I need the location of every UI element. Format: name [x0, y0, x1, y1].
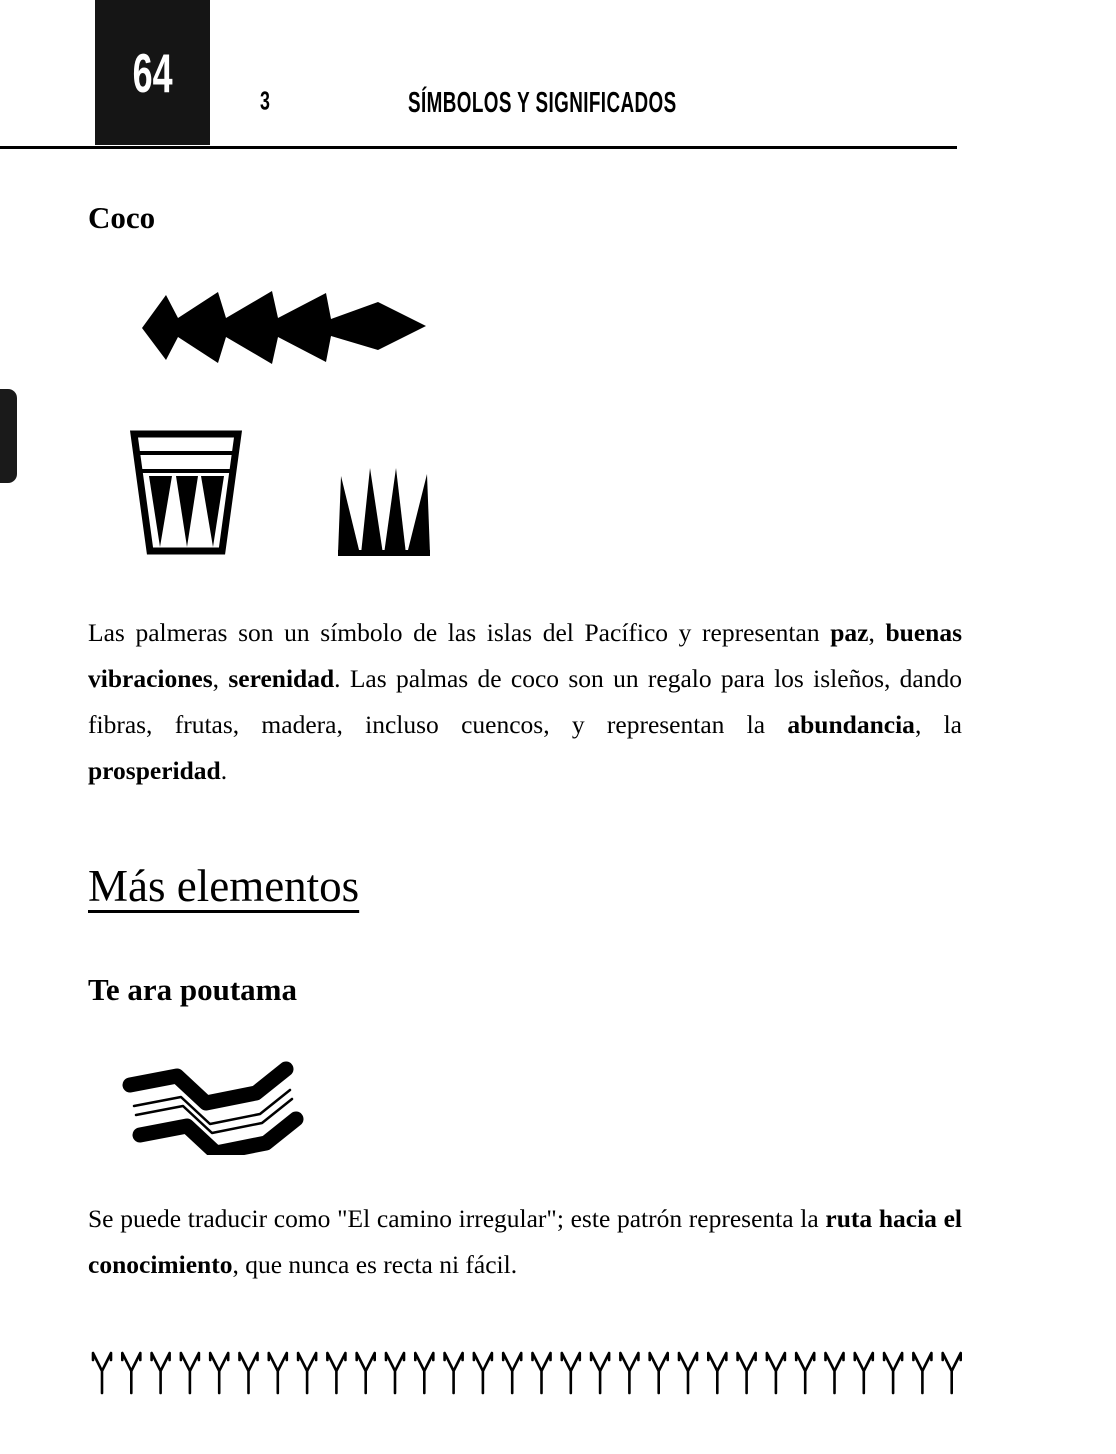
text-segment: .: [220, 756, 228, 785]
chapter-number: 3: [260, 87, 270, 116]
text-segment: . Las palmas de coco son un regalo para los isleños, dando fibras, frutas, madera, incluso cuencos, y representan la: [88, 664, 962, 739]
keyword-serenidad: serenidad: [228, 664, 335, 693]
text-segment: , que nunca es recta ni fácil.: [232, 1250, 518, 1279]
te-ara-poutama-paragraph: [88, 1196, 962, 1288]
subsection-heading-te-ara-poutama: Te ara poutama: [88, 972, 297, 1007]
keyword-prosperidad: prosperidad: [88, 756, 221, 785]
text-segment: , la: [914, 710, 962, 739]
header-rule: [0, 146, 957, 149]
text-segment: Se puede traducir como "El camino irregular"; este patrón representa la: [88, 1204, 826, 1233]
coconut-cup-symbol-icon: [130, 430, 242, 556]
page-number-box: [95, 0, 210, 145]
palm-crown-symbol-icon: [338, 466, 430, 556]
keyword-buenas-vibraciones: buenas vibraciones: [88, 618, 963, 693]
section-heading-coco: Coco: [88, 200, 156, 235]
text-segment: ,: [212, 664, 229, 693]
text-segment: ,: [868, 618, 886, 647]
te-ara-poutama-zigzag-symbol-icon: [122, 1055, 320, 1155]
page-edge-tab: [0, 389, 17, 483]
palm-leaf-symbol-icon: [138, 288, 430, 368]
footer-ornament-palm-frond-border: [88, 1345, 968, 1397]
text-segment: Las palmeras son un símbolo de las islas del Pacífico y representan: [88, 618, 831, 647]
coco-paragraph: [88, 610, 962, 794]
keyword-abundancia: abundancia: [787, 710, 915, 739]
keyword-paz: paz: [830, 618, 869, 647]
keyword-ruta-conocimiento: ruta hacia el conocimiento: [88, 1204, 963, 1279]
section-heading-mas-elementos: Más elementos: [88, 861, 360, 911]
page-number: 64: [132, 41, 173, 104]
running-header-title: SÍMBOLOS Y SIGNIFICADOS: [408, 85, 677, 119]
